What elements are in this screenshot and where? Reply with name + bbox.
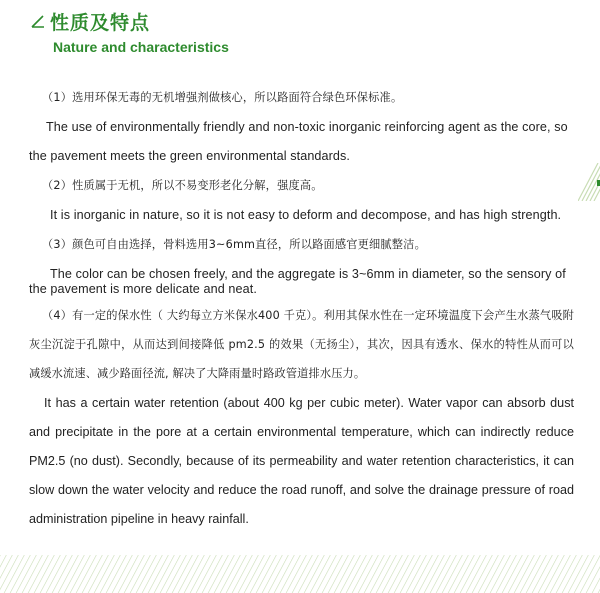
page-title-cn: 性质及特点 bbox=[50, 12, 151, 34]
paragraph-3-en-line1: The color can be chosen freely, and the aggregate is 3~6mm in diameter, so the sensory of bbox=[50, 267, 566, 281]
paragraph-3-cn: （3）颜色可自由选择，骨料选用3~6mm直径，所以路面感官更细腻整洁。 bbox=[42, 238, 426, 251]
side-stripes-decoration bbox=[578, 163, 600, 201]
paragraph-1-en-line2: the pavement meets the green environmental standards. bbox=[29, 149, 351, 163]
paragraph-4-cn: （4）有一定的保水性（ 大约每立方米保水400 千克）。利用其保水性在一定环境温度下会产生水蒸气吸附灰尘沉淀于孔隙中，从而达到间接降低 pm2.5 的效果（无扬尘），其次，因具有透水、保水的特性从而可以减缓水流速、减少路面径流, 解决了大降雨量时路政管道排水压力。 bbox=[29, 309, 574, 380]
footer-stripes-decoration bbox=[0, 555, 600, 593]
paragraph-1-en-line1: The use of environmentally friendly and non-toxic inorganic reinforcing agent as the core, so bbox=[46, 120, 568, 134]
page-title-en: Nature and characteristics bbox=[53, 39, 229, 55]
paragraph-4-en: It has a certain water retention (about 400 kg per cubic meter). Water vapor can absorb dust and precipitate in the pore at a certain environmental temperature, which can indirectly reduce PM2.5 (no dust). Secondly, because of its permeability and water retention characteristics, it can slow down the water velocity and reduce the road runoff, and solve the drainage pressure of road administration pipeline in heavy rainfall. bbox=[29, 396, 574, 526]
paragraph-2-cn: （2）性质属于无机，所以不易变形老化分解，强度高。 bbox=[42, 179, 323, 192]
paragraph-2-en: It is inorganic in nature, so it is not easy to deform and decompose, and has high strength. bbox=[50, 208, 562, 222]
paragraph-3-en-line2: the pavement is more delicate and neat. bbox=[29, 282, 257, 296]
paragraph-1-cn: （1）选用环保无毒的无机增强剂做核心，所以路面符合绿色环保标准。 bbox=[42, 91, 403, 104]
angle-icon bbox=[30, 13, 46, 29]
